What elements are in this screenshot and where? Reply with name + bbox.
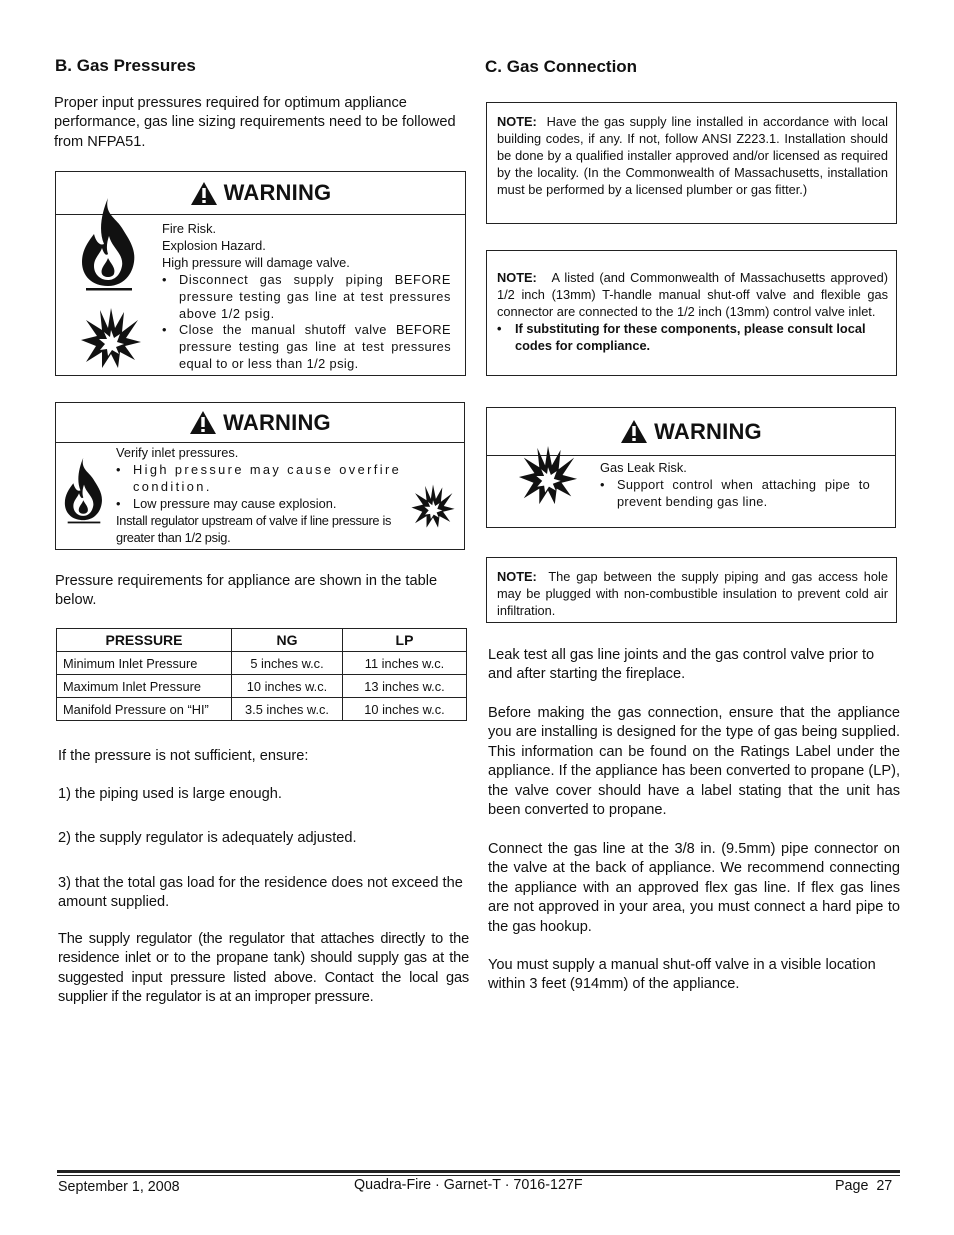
table-cell: 3.5 inches w.c. xyxy=(232,698,343,721)
column-header: LP xyxy=(343,629,467,652)
note-label: NOTE: xyxy=(497,270,537,285)
note-bullet: • If substituting for these components, please consult local codes for compliance. xyxy=(497,321,866,353)
gas-type-paragraph: Before making the gas connection, ensure that the appliance you are installing is designed for the type of gas being supplied. This information can be found on the Ratings Label under the appliance. If the appliance has been converted to propane (LP), the valve cover should have a label stating that the unit has been converted to propane. xyxy=(488,705,900,819)
shutoff-valve-paragraph: You must supply a manual shut-off valve in a visible location within 3 feet (914mm) of the appliance. xyxy=(488,957,876,993)
warning-title: WARNING xyxy=(223,180,332,205)
intro-paragraph: Proper input pressures required for optimum appliance performance, gas line sizing requirements need to be followed from NFPA51. xyxy=(54,95,456,150)
table-row xyxy=(57,652,467,675)
warning-box-inlet-pressures xyxy=(55,402,465,550)
explosion-icon xyxy=(517,444,579,506)
column-header: NG xyxy=(232,629,343,652)
leak-test-paragraph: Leak test all gas line joints and the gas control valve prior to and after starting the fireplace. xyxy=(488,647,875,683)
warning-text: Verify inlet pressures. • High pressure may cause overfire condition. • Low pressure may cause explosion. Install regulator upstream of valve if line pressure is greater than 1/2 psig. xyxy=(116,445,411,546)
warning-title: WARNING xyxy=(654,418,762,444)
warning-triangle-icon xyxy=(189,410,217,435)
table-header-row xyxy=(57,629,467,652)
footer-date: September 1, 2008 xyxy=(58,1179,180,1195)
fire-icon xyxy=(62,455,106,525)
table-cell: 13 inches w.c. xyxy=(343,675,467,698)
warning-bullet: • High pressure may cause overfire condition. xyxy=(116,462,411,496)
note-box-insulation xyxy=(486,557,897,623)
footer-page-number: Page 27 xyxy=(835,1178,893,1194)
warning-triangle-icon xyxy=(620,419,648,444)
explosion-icon xyxy=(410,483,456,529)
warning-text: Fire Risk. Explosion Hazard. High pressure will damage valve. • Disconnect gas supply piping BEFORE pressure testing gas line at test pressures above 1/2 psig. • Close the manual shutoff valve BEFORE pressure testing gas line at test pressures equal to or less than 1/2 psig. xyxy=(162,221,451,373)
column-header: PRESSURE xyxy=(57,629,232,652)
table-row xyxy=(57,698,467,721)
warning-title: WARNING xyxy=(223,409,331,435)
table-cell: Minimum Inlet Pressure xyxy=(57,652,232,675)
insufficient-pressure-text: If the pressure is not sufficient, ensure: xyxy=(58,748,309,764)
warning-bullet: • Support control when attaching pipe to prevent bending gas line. xyxy=(600,477,870,511)
regulator-paragraph: The supply regulator (the regulator that attaches directly to the residence inlet or to the propane tank) should supply gas at the suggested input pressure listed above. Contact the local gas supplier if the regulator is at an improper pressure. xyxy=(58,931,469,1006)
warning-bullet: • Disconnect gas supply piping BEFORE pressure testing gas line at test pressures above 1/2 psig. xyxy=(162,272,451,323)
warning-text: Gas Leak Risk. • Support control when attaching pipe to prevent bending gas line. xyxy=(600,460,870,511)
warning-box-gas-leak xyxy=(486,407,896,528)
table-cell: Maximum Inlet Pressure xyxy=(57,675,232,698)
warning-bullet: • Low pressure may cause explosion. xyxy=(116,496,411,513)
table-cell: 10 inches w.c. xyxy=(232,675,343,698)
ensure-item-2: 2) the supply regulator is adequately adjusted. xyxy=(58,830,357,846)
footer-rule-thick xyxy=(57,1170,900,1173)
table-row xyxy=(57,675,467,698)
pressure-table xyxy=(56,628,467,721)
ensure-item-1: 1) the piping used is large enough. xyxy=(58,786,282,802)
section-heading-gas-connection: C. Gas Connection xyxy=(485,57,638,76)
explosion-icon xyxy=(80,306,142,370)
warning-header xyxy=(56,403,464,443)
ensure-item-3: 3) that the total gas load for the residence does not exceed the amount supplied. xyxy=(58,875,463,911)
section-heading-gas-pressures: B. Gas Pressures xyxy=(55,56,196,75)
fire-icon xyxy=(78,196,140,291)
footer-document-id: Quadra-Fire · Garnet-T · 7016-127F xyxy=(354,1177,583,1193)
table-cell: 5 inches w.c. xyxy=(232,652,343,675)
note-text: NOTE: Have the gas supply line installed in accordance with local building codes, if any. If not, follow ANSI Z223.1. Installation should be done by a qualified installer approved and/or licensed as required by the locality. (In the Commonwealth of Massachusetts, installation must be performed by a licensed plumber or gas fitter.) xyxy=(497,114,888,197)
note-label: NOTE: xyxy=(497,114,537,129)
note-label: NOTE: xyxy=(497,569,537,584)
footer-rule-thin xyxy=(57,1175,900,1176)
warning-box-fire-risk xyxy=(55,171,466,376)
note-text: NOTE: The gap between the supply piping and gas access hole may be plugged with non-combustible insulation to prevent cold air infiltration. xyxy=(497,569,888,618)
note-box-shutoff-valve xyxy=(486,250,897,376)
note-box-installation xyxy=(486,102,897,224)
warning-triangle-icon xyxy=(190,181,218,206)
connect-gas-line-paragraph: Connect the gas line at the 3/8 in. (9.5mm) pipe connector on the valve at the back of appliance. We recommend connecting the appliance with an approved flex gas line. If flex gas lines are not approved in your area, you must connect a hard pipe to the gas hookup. xyxy=(488,841,900,935)
note-text: NOTE: A listed (and Commonwealth of Massachusetts approved) 1/2 inch (13mm) T-handle manual shut-off valve and flexible gas connector are connected to the 1/2 inch (13mm) control valve inlet. • If substituting for these components, please consult local codes for compliance. xyxy=(497,270,888,353)
table-cell: 11 inches w.c. xyxy=(343,652,467,675)
table-cell: 10 inches w.c. xyxy=(343,698,467,721)
warning-bullet: • Close the manual shutoff valve BEFORE pressure testing gas line at test pressures equal to or less than 1/2 psig. xyxy=(162,322,451,373)
table-intro: Pressure requirements for appliance are shown in the table below. xyxy=(55,573,438,609)
table-cell: Manifold Pressure on “HI” xyxy=(57,698,232,721)
